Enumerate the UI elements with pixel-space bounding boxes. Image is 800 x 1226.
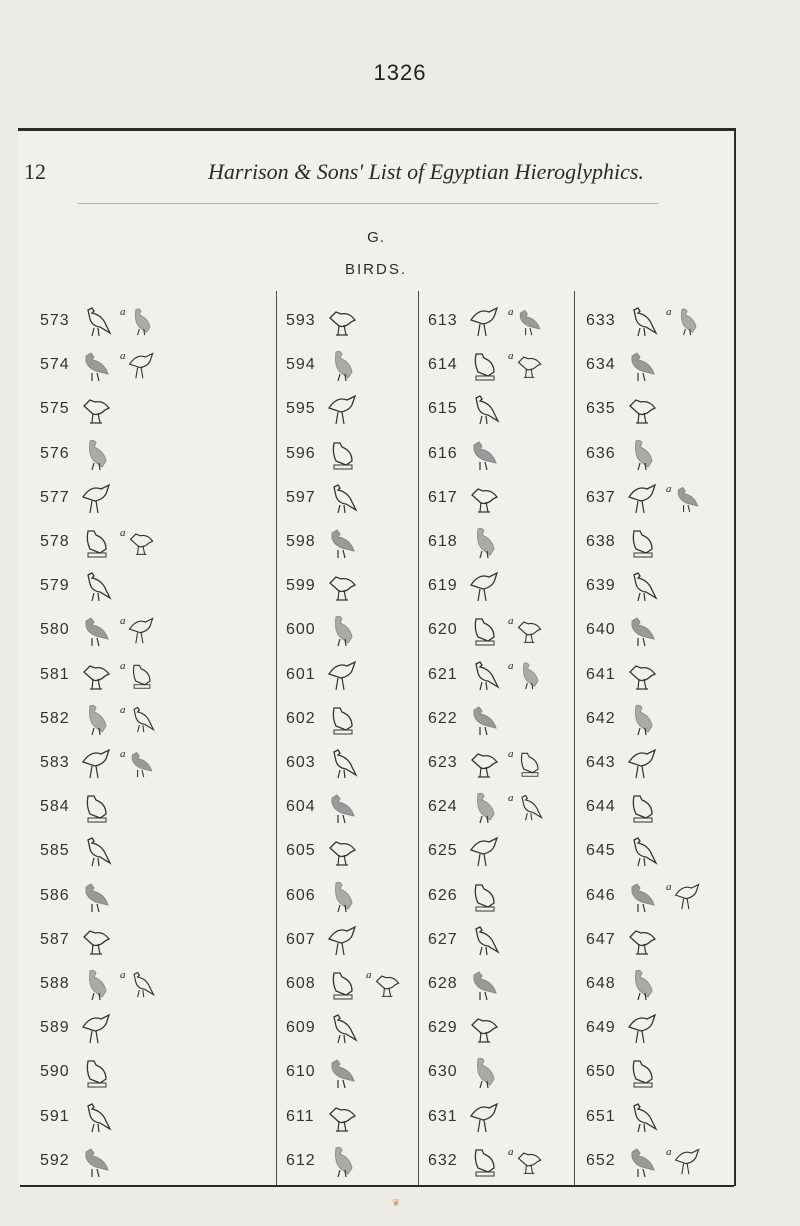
bird-hieroglyph-variant-icon bbox=[515, 748, 545, 778]
bird-hieroglyph-icon bbox=[468, 1055, 502, 1089]
glyph-entry bbox=[586, 699, 756, 739]
glyph-entry bbox=[40, 655, 210, 695]
glyph-entry bbox=[428, 566, 598, 606]
glyph-entry bbox=[40, 920, 210, 960]
glyph-entry bbox=[586, 1141, 756, 1181]
variant-marker: a bbox=[508, 792, 514, 805]
bird-hieroglyph-icon bbox=[626, 1055, 660, 1089]
plate-title: Harrison & Sons' List of Egyptian Hieroglyphics. bbox=[208, 159, 644, 184]
glyph-number: 582 bbox=[40, 709, 70, 727]
bird-hieroglyph-icon bbox=[326, 569, 360, 603]
bird-hieroglyph-variant-icon bbox=[127, 748, 157, 778]
glyph-variant bbox=[508, 615, 545, 645]
plate-number: 12 bbox=[24, 159, 46, 184]
bird-hieroglyph-icon bbox=[326, 658, 360, 692]
bird-hieroglyph-icon bbox=[80, 525, 114, 559]
glyph-number: 651 bbox=[586, 1107, 616, 1125]
variant-marker: a bbox=[120, 969, 126, 981]
glyph-entry bbox=[428, 920, 598, 960]
glyph-entry bbox=[428, 610, 598, 650]
bird-hieroglyph-icon bbox=[80, 746, 114, 780]
glyph-number: 589 bbox=[40, 1019, 70, 1037]
glyph-entry bbox=[40, 1008, 210, 1048]
glyph-entry bbox=[428, 301, 598, 341]
bird-hieroglyph-icon bbox=[80, 1055, 114, 1089]
bird-hieroglyph-variant-icon bbox=[515, 350, 545, 380]
bird-hieroglyph-variant-icon bbox=[373, 969, 403, 999]
bird-hieroglyph-variant-icon bbox=[673, 1146, 703, 1176]
variant-marker: a bbox=[120, 615, 126, 628]
bird-hieroglyph-icon bbox=[80, 1144, 114, 1178]
bird-hieroglyph-icon bbox=[626, 1100, 660, 1134]
glyph-number: 594 bbox=[286, 356, 316, 374]
variant-marker: a bbox=[120, 306, 126, 318]
bird-hieroglyph-icon bbox=[468, 481, 502, 515]
bird-hieroglyph-icon bbox=[80, 658, 114, 692]
glyph-number: 649 bbox=[586, 1019, 616, 1037]
bird-hieroglyph-icon bbox=[468, 879, 502, 913]
glyph-entry bbox=[40, 787, 210, 827]
glyph-entry bbox=[428, 655, 598, 695]
glyph-number: 615 bbox=[428, 400, 458, 418]
glyph-entry bbox=[428, 964, 598, 1004]
glyph-number: 606 bbox=[286, 886, 316, 904]
glyph-number: 573 bbox=[40, 312, 70, 329]
glyph-entry bbox=[586, 876, 756, 916]
bird-hieroglyph-variant-icon bbox=[515, 615, 545, 645]
glyph-number: 647 bbox=[586, 930, 616, 948]
glyph-entry bbox=[428, 743, 598, 783]
bird-hieroglyph-variant-icon bbox=[673, 306, 703, 336]
glyph-number: 644 bbox=[586, 798, 616, 816]
glyph-entry bbox=[586, 389, 756, 429]
glyph-number: 605 bbox=[286, 842, 316, 860]
variant-marker: a bbox=[666, 306, 672, 318]
bird-hieroglyph-icon bbox=[626, 1011, 660, 1045]
variant-marker: a bbox=[120, 748, 126, 760]
glyph-entry bbox=[428, 1097, 598, 1137]
glyph-number: 597 bbox=[286, 488, 316, 506]
bird-hieroglyph-icon bbox=[626, 613, 660, 647]
bird-hieroglyph-icon bbox=[80, 879, 114, 913]
bird-hieroglyph-icon bbox=[80, 481, 114, 515]
section-letter: G. bbox=[367, 229, 385, 246]
glyph-entry bbox=[586, 1008, 756, 1048]
glyph-variant bbox=[120, 660, 157, 690]
variant-marker: a bbox=[666, 482, 672, 495]
glyph-number: 639 bbox=[586, 577, 616, 595]
bird-hieroglyph-icon bbox=[80, 1100, 114, 1134]
glyph-variant bbox=[120, 350, 157, 380]
glyph-number: 590 bbox=[40, 1063, 70, 1081]
bird-hieroglyph-icon bbox=[626, 923, 660, 957]
bird-hieroglyph-icon bbox=[80, 790, 114, 824]
bird-hieroglyph-icon bbox=[80, 392, 114, 426]
glyph-number: 604 bbox=[286, 798, 316, 816]
glyph-number: 575 bbox=[40, 400, 70, 418]
glyph-entry bbox=[586, 345, 756, 385]
glyph-entry bbox=[428, 1052, 598, 1092]
bird-hieroglyph-icon bbox=[468, 1144, 502, 1178]
glyph-number: 578 bbox=[40, 533, 70, 550]
bird-hieroglyph-variant-icon bbox=[515, 792, 545, 822]
bird-hieroglyph-icon bbox=[326, 923, 360, 957]
bird-hieroglyph-icon bbox=[468, 304, 502, 338]
bird-hieroglyph-icon bbox=[468, 348, 502, 382]
glyph-number: 629 bbox=[428, 1019, 458, 1037]
glyph-number: 609 bbox=[286, 1019, 316, 1037]
glyph-entry bbox=[586, 787, 756, 827]
bird-hieroglyph-variant-icon bbox=[127, 615, 157, 645]
bird-hieroglyph-icon bbox=[468, 658, 502, 692]
bird-hieroglyph-variant-icon bbox=[673, 881, 703, 911]
glyph-number: 637 bbox=[586, 488, 616, 506]
glyph-entry bbox=[428, 876, 598, 916]
bird-hieroglyph-variant-icon bbox=[127, 306, 157, 336]
bird-hieroglyph-icon bbox=[468, 437, 502, 471]
glyph-entry bbox=[40, 1141, 210, 1181]
glyph-number: 579 bbox=[40, 577, 70, 595]
variant-marker: a bbox=[508, 350, 514, 363]
glyph-number: 592 bbox=[40, 1151, 70, 1169]
glyph-number: 596 bbox=[286, 444, 316, 462]
variant-marker: a bbox=[508, 748, 514, 760]
glyph-number: 588 bbox=[40, 975, 70, 992]
glyph-number: 613 bbox=[428, 312, 458, 329]
bird-hieroglyph-icon bbox=[626, 879, 660, 913]
bird-hieroglyph-icon bbox=[468, 1011, 502, 1045]
glyph-number: 641 bbox=[586, 665, 616, 683]
glyph-number: 622 bbox=[428, 709, 458, 727]
glyph-entry bbox=[586, 478, 756, 518]
glyph-number: 631 bbox=[428, 1107, 458, 1125]
bird-hieroglyph-icon bbox=[80, 437, 114, 471]
column-divider bbox=[276, 291, 277, 1185]
bird-hieroglyph-icon bbox=[326, 392, 360, 426]
glyph-entry bbox=[40, 434, 210, 474]
glyph-variant bbox=[120, 615, 157, 645]
glyph-number: 611 bbox=[286, 1107, 315, 1125]
glyph-entry bbox=[40, 478, 210, 518]
glyph-number: 626 bbox=[428, 886, 458, 904]
glyph-number: 612 bbox=[286, 1151, 316, 1169]
bird-hieroglyph-icon bbox=[326, 967, 360, 1001]
glyph-entry bbox=[428, 1141, 598, 1181]
bird-hieroglyph-icon bbox=[80, 304, 114, 338]
glyph-number: 634 bbox=[586, 356, 616, 374]
glyph-number: 630 bbox=[428, 1063, 458, 1081]
glyph-entry bbox=[40, 743, 210, 783]
bird-hieroglyph-icon bbox=[80, 613, 114, 647]
bird-hieroglyph-icon bbox=[626, 348, 660, 382]
glyph-number: 587 bbox=[40, 930, 70, 948]
glyph-number: 632 bbox=[428, 1151, 458, 1169]
glyph-number: 607 bbox=[286, 930, 316, 948]
variant-marker: a bbox=[508, 1145, 514, 1158]
glyph-variant bbox=[120, 748, 157, 778]
glyph-variant bbox=[366, 969, 403, 999]
glyph-number: 652 bbox=[586, 1151, 616, 1169]
glyph-number: 595 bbox=[286, 400, 316, 418]
bird-hieroglyph-icon bbox=[326, 525, 360, 559]
glyph-number: 633 bbox=[586, 312, 616, 329]
glyph-entry bbox=[586, 610, 756, 650]
glyph-variant bbox=[120, 704, 157, 734]
variant-marker: a bbox=[120, 350, 126, 363]
glyph-number: 585 bbox=[40, 842, 70, 860]
bottom-rule bbox=[20, 1185, 734, 1187]
bird-hieroglyph-variant-icon bbox=[515, 660, 545, 690]
glyph-entry bbox=[586, 655, 756, 695]
variant-marker: a bbox=[120, 527, 126, 539]
glyph-number: 643 bbox=[586, 754, 616, 771]
glyph-entry bbox=[40, 831, 210, 871]
glyph-number: 581 bbox=[40, 665, 70, 683]
bird-hieroglyph-icon bbox=[468, 1100, 502, 1134]
glyph-variant bbox=[508, 660, 545, 690]
glyph-number: 576 bbox=[40, 444, 70, 462]
glyph-number: 642 bbox=[586, 709, 616, 727]
bird-hieroglyph-icon bbox=[626, 790, 660, 824]
bird-hieroglyph-icon bbox=[326, 702, 360, 736]
bird-hieroglyph-icon bbox=[326, 746, 360, 780]
glyph-number: 635 bbox=[586, 400, 616, 418]
bird-hieroglyph-variant-icon bbox=[127, 969, 157, 999]
glyph-number: 586 bbox=[40, 886, 70, 904]
glyph-entry bbox=[586, 964, 756, 1004]
glyph-number: 627 bbox=[428, 930, 458, 948]
glyph-number: 623 bbox=[428, 754, 458, 771]
glyph-number: 624 bbox=[428, 798, 458, 816]
glyph-entry bbox=[586, 522, 756, 562]
bird-hieroglyph-icon bbox=[468, 790, 502, 824]
variant-marker: a bbox=[120, 703, 126, 716]
bird-hieroglyph-variant-icon bbox=[127, 704, 157, 734]
bird-hieroglyph-icon bbox=[626, 525, 660, 559]
bird-hieroglyph-variant-icon bbox=[127, 527, 157, 557]
glyph-number: 599 bbox=[286, 577, 316, 595]
glyph-entry bbox=[586, 920, 756, 960]
bird-hieroglyph-icon bbox=[468, 746, 502, 780]
glyph-number: 603 bbox=[286, 754, 316, 771]
variant-marker: a bbox=[666, 880, 672, 893]
glyph-entry bbox=[586, 743, 756, 783]
glyph-number: 610 bbox=[286, 1063, 316, 1081]
bird-hieroglyph-icon bbox=[626, 437, 660, 471]
bird-hieroglyph-icon bbox=[626, 481, 660, 515]
glyph-number: 645 bbox=[586, 842, 616, 860]
glyph-entry bbox=[428, 478, 598, 518]
bird-hieroglyph-icon bbox=[326, 879, 360, 913]
bird-hieroglyph-icon bbox=[468, 525, 502, 559]
glyph-entry bbox=[40, 566, 210, 606]
glyph-entry bbox=[40, 610, 210, 650]
glyph-entry bbox=[40, 345, 210, 385]
bird-hieroglyph-icon bbox=[326, 1055, 360, 1089]
bird-hieroglyph-icon bbox=[80, 1011, 114, 1045]
glyph-entry bbox=[40, 964, 210, 1004]
variant-marker: a bbox=[508, 659, 514, 672]
glyph-number: 608 bbox=[286, 975, 316, 992]
glyph-variant bbox=[508, 748, 545, 778]
glyph-variant bbox=[666, 306, 703, 336]
glyph-variant bbox=[120, 306, 157, 336]
bird-hieroglyph-icon bbox=[326, 1144, 360, 1178]
bird-hieroglyph-icon bbox=[326, 481, 360, 515]
glyph-number: 617 bbox=[428, 488, 458, 506]
bird-hieroglyph-icon bbox=[326, 348, 360, 382]
bird-hieroglyph-icon bbox=[80, 348, 114, 382]
glyph-number: 621 bbox=[428, 665, 458, 683]
glyph-variant bbox=[508, 792, 545, 822]
glyph-number: 577 bbox=[40, 488, 70, 506]
bird-hieroglyph-icon bbox=[626, 834, 660, 868]
bird-hieroglyph-icon bbox=[468, 923, 502, 957]
glyph-number: 616 bbox=[428, 444, 458, 462]
bird-hieroglyph-icon bbox=[326, 1011, 360, 1045]
glyph-number: 636 bbox=[586, 444, 616, 462]
glyph-number: 625 bbox=[428, 842, 458, 860]
glyph-entry bbox=[586, 831, 756, 871]
glyph-number: 593 bbox=[286, 312, 316, 329]
bird-hieroglyph-icon bbox=[468, 569, 502, 603]
glyph-entry bbox=[40, 1052, 210, 1092]
bird-hieroglyph-icon bbox=[468, 702, 502, 736]
glyph-variant bbox=[120, 969, 157, 999]
glyph-number: 638 bbox=[586, 533, 616, 550]
glyph-number: 646 bbox=[586, 886, 616, 904]
bird-hieroglyph-icon bbox=[80, 702, 114, 736]
glyph-entry bbox=[40, 699, 210, 739]
variant-marker: a bbox=[508, 615, 514, 628]
glyph-variant bbox=[666, 483, 703, 513]
glyph-entry bbox=[428, 1008, 598, 1048]
glyph-number: 600 bbox=[286, 621, 316, 639]
glyph-number: 580 bbox=[40, 621, 70, 639]
glyph-entry bbox=[428, 434, 598, 474]
glyph-entry bbox=[428, 522, 598, 562]
glyph-number: 614 bbox=[428, 356, 458, 374]
glyph-number: 574 bbox=[40, 356, 70, 374]
bird-hieroglyph-icon bbox=[468, 834, 502, 868]
bird-hieroglyph-icon bbox=[626, 1144, 660, 1178]
bird-hieroglyph-variant-icon bbox=[127, 660, 157, 690]
bird-hieroglyph-variant-icon bbox=[673, 483, 703, 513]
bird-hieroglyph-icon bbox=[468, 967, 502, 1001]
bird-hieroglyph-icon bbox=[468, 392, 502, 426]
bird-hieroglyph-variant-icon bbox=[127, 350, 157, 380]
glyph-number: 619 bbox=[428, 577, 458, 595]
glyph-number: 618 bbox=[428, 533, 458, 550]
bird-hieroglyph-icon bbox=[80, 967, 114, 1001]
glyph-number: 650 bbox=[586, 1063, 616, 1081]
glyph-entry bbox=[428, 699, 598, 739]
glyph-entry bbox=[428, 831, 598, 871]
glyph-variant bbox=[666, 1146, 703, 1176]
bird-hieroglyph-icon bbox=[626, 658, 660, 692]
glyph-number: 628 bbox=[428, 975, 458, 992]
glyph-variant bbox=[508, 306, 545, 336]
bird-hieroglyph-icon bbox=[468, 613, 502, 647]
glyph-variant bbox=[508, 1146, 545, 1176]
header-rule bbox=[78, 203, 658, 204]
glyph-number: 583 bbox=[40, 754, 70, 771]
bird-hieroglyph-variant-icon bbox=[515, 1146, 545, 1176]
hieroglyph-plate bbox=[18, 128, 736, 1186]
bird-hieroglyph-icon bbox=[326, 437, 360, 471]
glyph-entry bbox=[40, 876, 210, 916]
glyph-entry bbox=[40, 522, 210, 562]
glyph-number: 602 bbox=[286, 709, 316, 727]
bird-hieroglyph-icon bbox=[626, 967, 660, 1001]
variant-marker: a bbox=[366, 969, 372, 981]
glyph-number: 620 bbox=[428, 621, 458, 639]
glyph-entry bbox=[586, 1052, 756, 1092]
glyph-entry bbox=[428, 787, 598, 827]
bird-hieroglyph-icon bbox=[626, 392, 660, 426]
glyph-entry bbox=[428, 389, 598, 429]
glyph-entry bbox=[586, 301, 756, 341]
glyph-variant bbox=[120, 527, 157, 557]
section-title: BIRDS. bbox=[344, 261, 407, 278]
variant-marker: a bbox=[666, 1145, 672, 1158]
glyph-variant bbox=[666, 881, 703, 911]
glyph-entry bbox=[586, 434, 756, 474]
bird-hieroglyph-icon bbox=[626, 746, 660, 780]
glyph-entry bbox=[586, 566, 756, 606]
variant-marker: a bbox=[508, 306, 514, 318]
bird-hieroglyph-icon bbox=[326, 790, 360, 824]
glyph-entry bbox=[428, 345, 598, 385]
bird-hieroglyph-icon bbox=[80, 923, 114, 957]
glyph-entry bbox=[586, 1097, 756, 1137]
glyph-entry bbox=[40, 389, 210, 429]
glyph-number: 648 bbox=[586, 975, 616, 992]
bird-hieroglyph-icon bbox=[626, 304, 660, 338]
bird-hieroglyph-icon bbox=[80, 569, 114, 603]
glyph-number: 584 bbox=[40, 798, 70, 816]
page-number: 1326 bbox=[373, 60, 427, 85]
glyph-number: 640 bbox=[586, 621, 616, 639]
variant-marker: a bbox=[120, 659, 126, 672]
bird-hieroglyph-icon bbox=[626, 702, 660, 736]
glyph-variant bbox=[508, 350, 545, 380]
glyph-entry bbox=[40, 301, 210, 341]
glyph-number: 601 bbox=[286, 665, 316, 683]
footer-mark: ❦ bbox=[392, 1198, 401, 1209]
bird-hieroglyph-icon bbox=[326, 613, 360, 647]
bird-hieroglyph-icon bbox=[326, 834, 360, 868]
bird-hieroglyph-icon bbox=[80, 834, 114, 868]
bird-hieroglyph-icon bbox=[326, 304, 360, 338]
bird-hieroglyph-icon bbox=[626, 569, 660, 603]
glyph-entry bbox=[40, 1097, 210, 1137]
glyph-number: 591 bbox=[40, 1107, 70, 1125]
bird-hieroglyph-icon bbox=[326, 1100, 360, 1134]
glyph-number: 598 bbox=[286, 533, 316, 550]
bird-hieroglyph-variant-icon bbox=[515, 306, 545, 336]
